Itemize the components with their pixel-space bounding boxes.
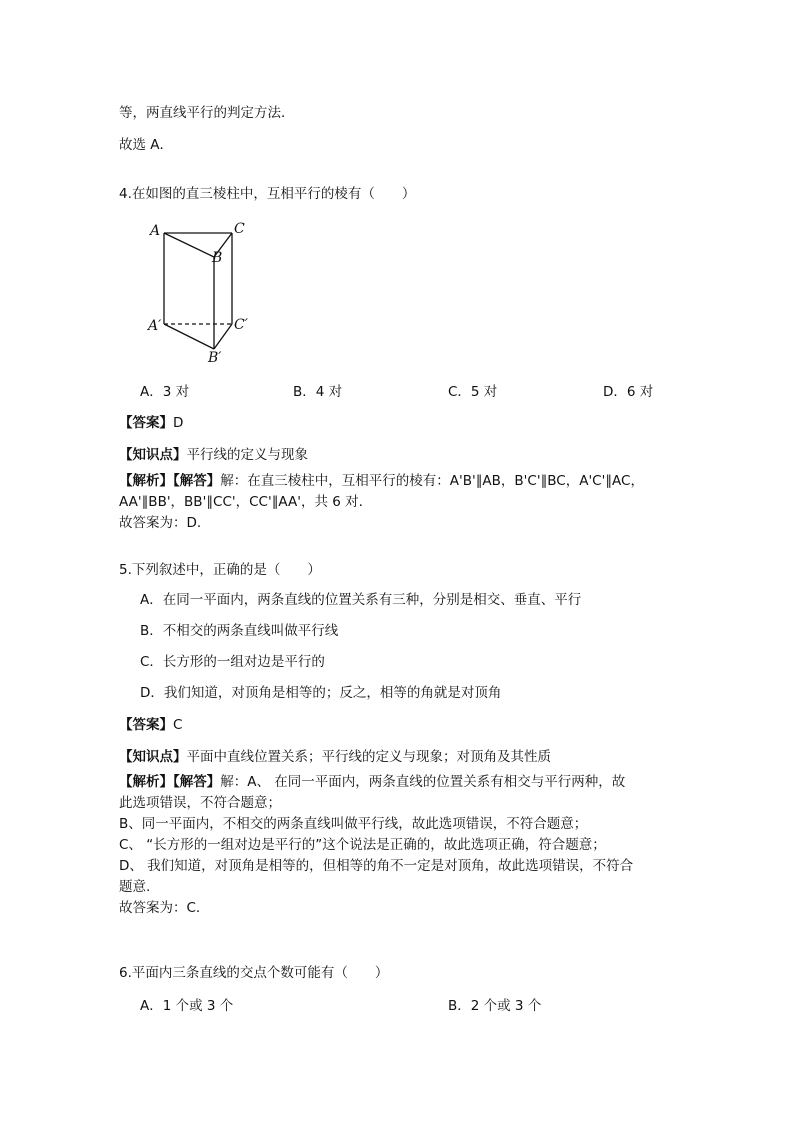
q5-knowledge bbox=[119, 748, 551, 766]
q4-analysis bbox=[119, 472, 644, 490]
question-4-stem: 4.在如图的直三棱柱中，互相平行的棱有（ ） bbox=[119, 186, 416, 202]
text-line: 故答案为：D. bbox=[119, 515, 202, 531]
q4-option-a: A．3 对 bbox=[140, 384, 190, 400]
label-c1: C′ bbox=[234, 317, 248, 333]
answer-tag: 【答案】 bbox=[119, 717, 173, 733]
text-line: AA'∥BB'，BB'∥CC'，CC'∥AA'，共 6 对. bbox=[119, 494, 363, 510]
analysis-tag: 【解析】【解答】 bbox=[119, 774, 221, 790]
text-line: 故答案为：C. bbox=[119, 900, 201, 916]
label-a: A bbox=[150, 223, 161, 239]
analysis-text: 解：A、 在同一平面内，两条直线的位置关系有相交与平行两种，故 bbox=[220, 774, 626, 790]
text-line: C、 “长方形的一组对边是平行的”这个说法是正确的，故此选项正确，符合题意； bbox=[119, 837, 606, 853]
answer-value: C bbox=[173, 717, 183, 733]
text-line: B、同一平面内，不相交的两条直线叫做平行线，故此选项错误，不符合题意； bbox=[119, 816, 588, 832]
q5-answer bbox=[119, 716, 182, 734]
edge-ab bbox=[164, 233, 214, 257]
q6-option-b: B．2 个或 3 个 bbox=[448, 998, 542, 1014]
knowledge-value: 平面中直线位置关系；平行线的定义与现象；对顶角及其性质 bbox=[186, 749, 551, 765]
q5-option-c: C．长方形的一组对边是平行的 bbox=[140, 654, 325, 670]
question-5-stem: 5.下列叙述中，正确的是（ ） bbox=[119, 562, 321, 578]
q4-knowledge bbox=[119, 446, 308, 464]
edge-a1b1 bbox=[164, 324, 214, 349]
prism-figure bbox=[140, 215, 260, 365]
label-a1: A′ bbox=[148, 318, 162, 334]
label-b1: B′ bbox=[208, 350, 222, 365]
answer-value: D bbox=[173, 415, 184, 431]
label-c: C bbox=[234, 221, 245, 237]
knowledge-tag: 【知识点】 bbox=[119, 447, 187, 463]
q4-option-b: B．4 对 bbox=[293, 384, 343, 400]
q4-answer bbox=[119, 414, 183, 432]
edge-b1c1 bbox=[214, 324, 232, 349]
q4-option-d: D．6 对 bbox=[603, 384, 654, 400]
knowledge-tag: 【知识点】 bbox=[119, 749, 187, 765]
q6-option-a: A．1 个或 3 个 bbox=[140, 998, 234, 1014]
text-line: 故选 A． bbox=[119, 137, 174, 153]
answer-tag: 【答案】 bbox=[119, 415, 173, 431]
knowledge-value: 平行线的定义与现象 bbox=[186, 447, 308, 463]
label-b: B bbox=[212, 250, 223, 266]
text-line: 此选项错误，不符合题意； bbox=[119, 795, 281, 811]
question-6-stem: 6.平面内三条直线的交点个数可能有（ ） bbox=[119, 965, 389, 981]
q5-option-a: A．在同一平面内，两条直线的位置关系有三种，分别是相交、垂直、平行 bbox=[140, 592, 582, 608]
text-line: 等，两直线平行的判定方法． bbox=[119, 105, 295, 121]
q5-analysis bbox=[119, 773, 625, 791]
analysis-text: 解：在直三棱柱中，互相平行的棱有：A'B'∥AB，B'C'∥BC，A'C'∥AC， bbox=[220, 473, 644, 489]
analysis-tag: 【解析】【解答】 bbox=[119, 473, 221, 489]
q5-option-d: D．我们知道，对顶角是相等的；反之，相等的角就是对顶角 bbox=[140, 685, 502, 701]
text-line: 题意. bbox=[119, 879, 151, 895]
q4-option-c: C．5 对 bbox=[448, 384, 498, 400]
q5-option-b: B．不相交的两条直线叫做平行线 bbox=[140, 623, 339, 639]
text-line: D、 我们知道，对顶角是相等的，但相等的角不一定是对顶角，故此选项错误，不符合 bbox=[119, 858, 634, 874]
